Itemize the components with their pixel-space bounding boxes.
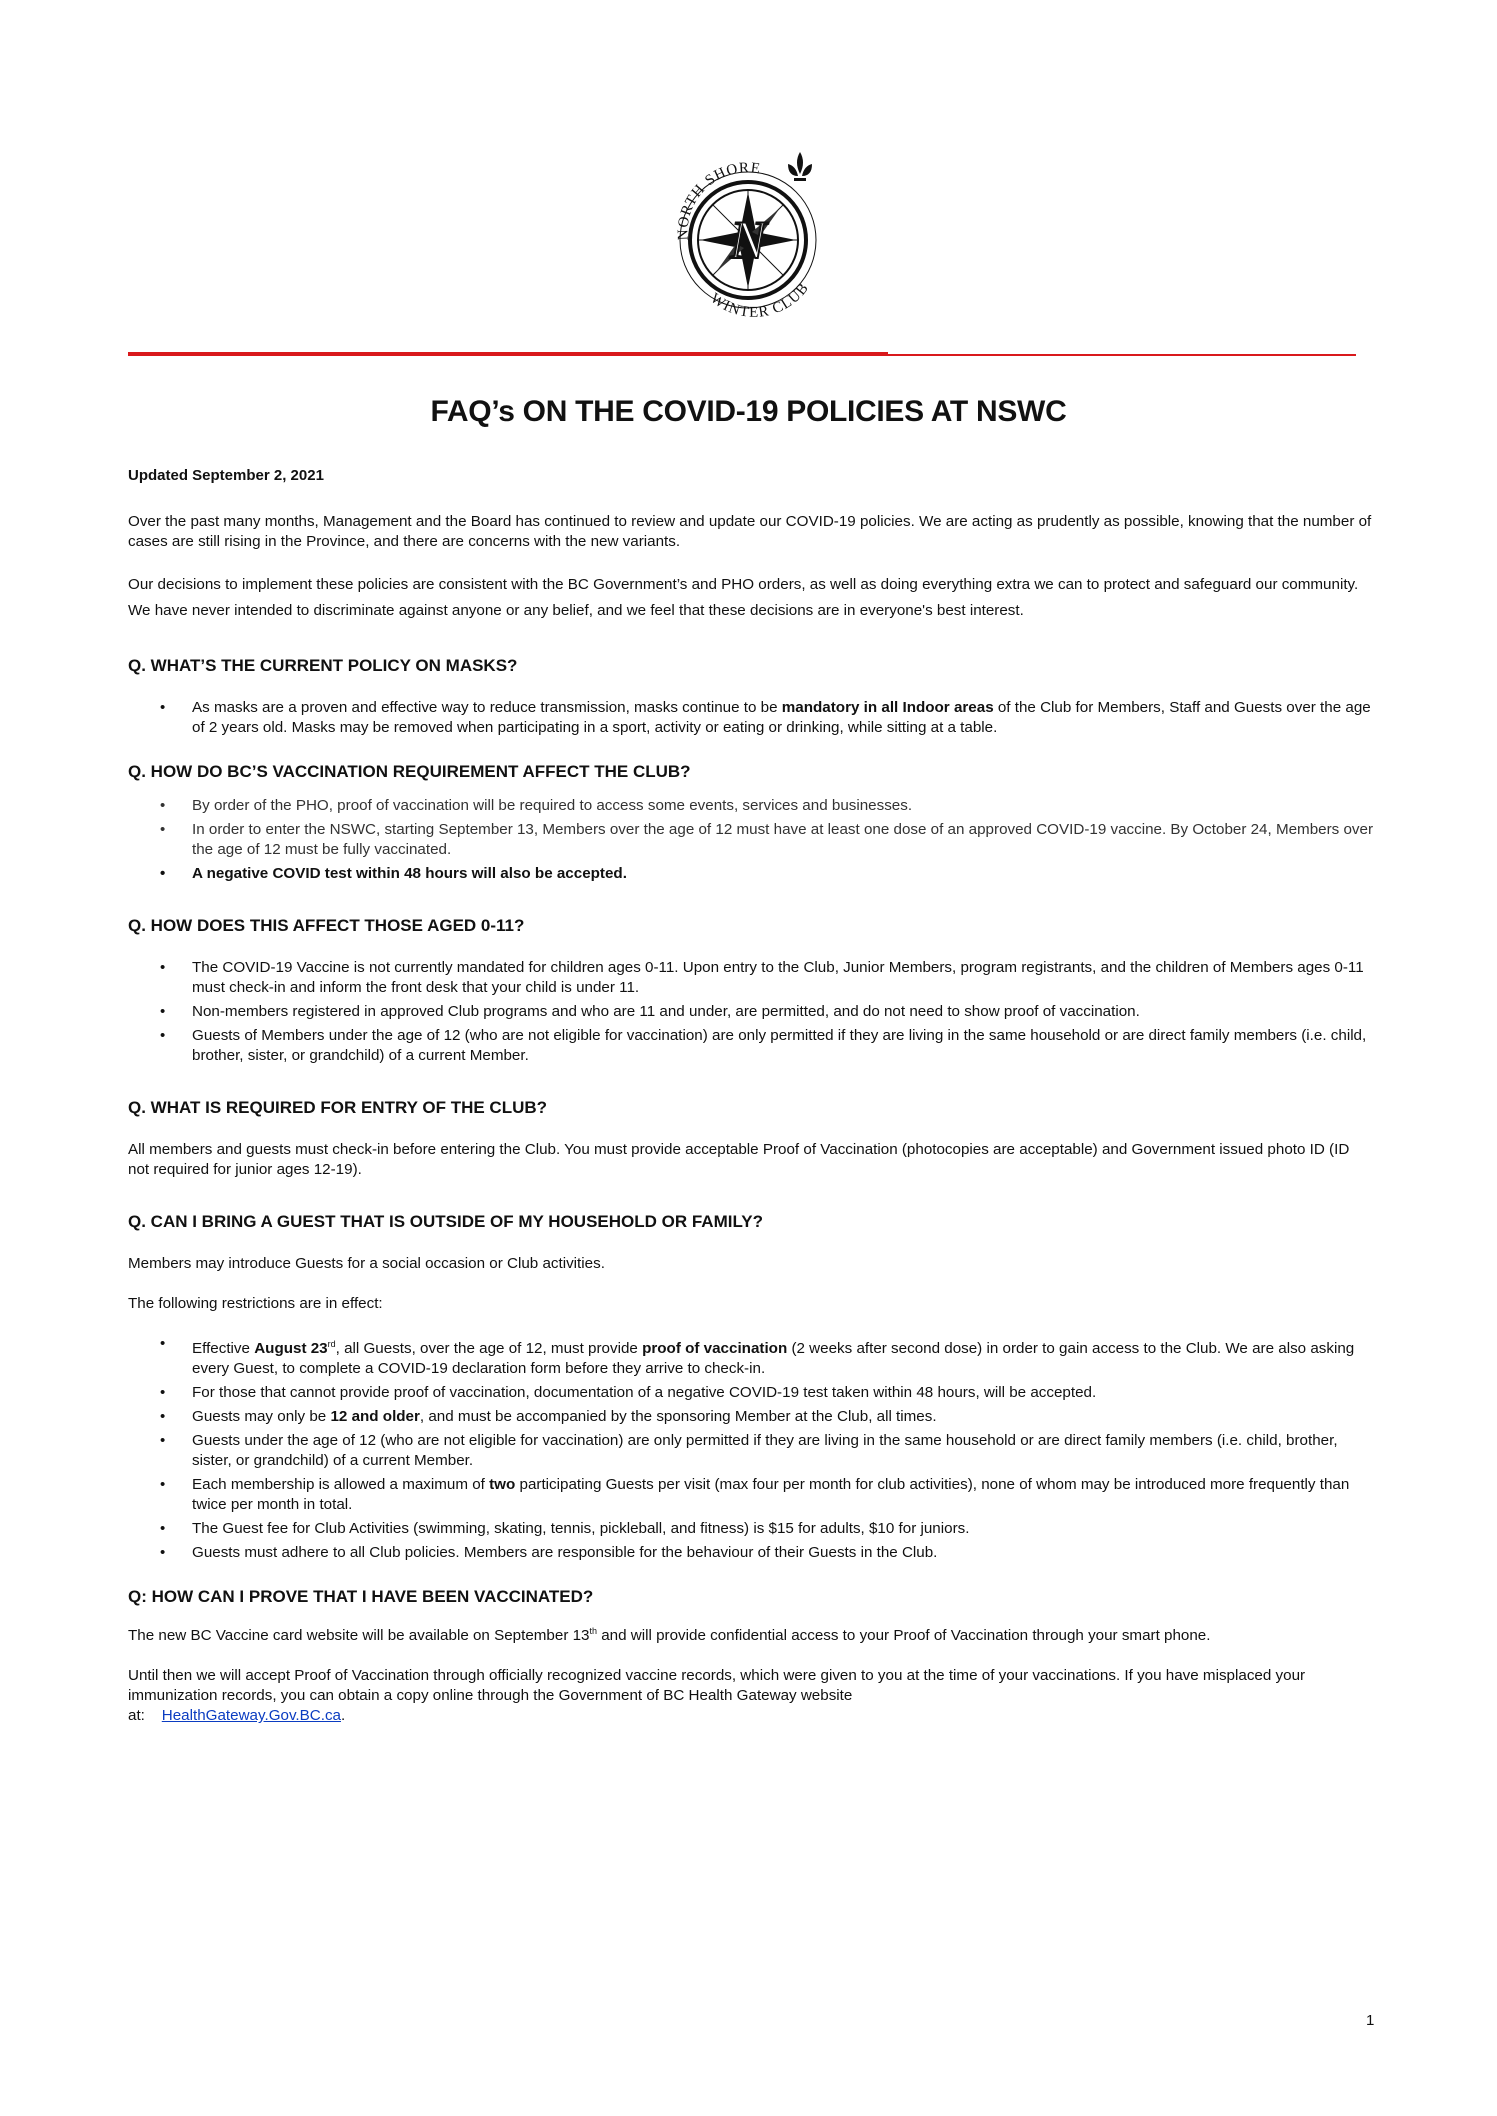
svg-text:N: N <box>729 210 767 270</box>
vaccination-list <box>128 796 1373 884</box>
prove-heading: Q: HOW CAN I PROVE THAT I HAVE BEEN VACCINATED? <box>128 1587 594 1607</box>
svg-text:WINTER CLUB: WINTER CLUB <box>707 279 813 321</box>
entry-paragraph: All members and guests must check-in before entering the Club. You must provide acceptable Proof of Vaccination (photocopies are acceptable) and Government issued photo ID (ID not required for junior ages 12-19). <box>128 1141 1350 1178</box>
list-item: • Effective August 23rd, all Guests, over the age of 12, must provide proof of vaccination (2 weeks after second dose) in order to gain access to the Club. We are also asking every Guest, to complete a COVID-19 declaration form before they arrive to check-in. <box>192 1334 1373 1379</box>
list-item: • The COVID-19 Vaccine is not currently mandated for children ages 0-11. Upon entry to the Club, Junior Members, program registrants, and the children of Members ages 0-11 must check-in and inform the front desk that your child is under 11. <box>192 958 1373 998</box>
guest-list <box>128 1334 1373 1563</box>
intro-paragraph-2: Our decisions to implement these policies are consistent with the BC Government’s and PHO orders, as well as doing everything extra we can to protect and safeguard our community. We have never intended to discriminate against anyone or any belief, and we feel that these decisions are in everyone's best interest. <box>128 576 1359 619</box>
guest-restrictions-label: The following restrictions are in effect: <box>128 1295 383 1312</box>
list-item: • As masks are a proven and effective way to reduce transmission, masks continue to be mandatory in all Indoor areas of the Club for Members, Staff and Guests over the age of 2 years old. Masks may be removed when participating in a sport, activity or eating or drinking, while sitting at a table. <box>192 698 1373 738</box>
list-item: • A negative COVID test within 48 hours will also be accepted. <box>192 864 1373 884</box>
list-item: • In order to enter the NSWC, starting September 13, Members over the age of 12 must have at least one dose of an approved COVID-19 vaccine. By October 24, Members over the age of 12 must be fully vaccinated. <box>192 820 1373 860</box>
svg-text:NORTH SHORE: NORTH SHORE <box>675 160 762 241</box>
list-item: • Guests of Members under the age of 12 (who are not eligible for vaccination) are only permitted if they are living in the same household or are direct family members (i.e. child, brother, sister, or grandchild) of a current Member. <box>192 1026 1373 1066</box>
list-item: • Non-members registered in approved Club programs and who are 11 and under, are permitted, and do not need to show proof of vaccination. <box>192 1002 1373 1022</box>
list-item: • The Guest fee for Club Activities (swimming, skating, tennis, pickleball, and fitness) is $15 for adults, $10 for juniors. <box>192 1519 1373 1539</box>
guest-heading: Q. CAN I BRING A GUEST THAT IS OUTSIDE OF MY HOUSEHOLD OR FAMILY? <box>128 1212 764 1231</box>
list-item: • Each membership is allowed a maximum of two participating Guests per visit (max four per month for club activities), none of whom may be introduced more frequently than twice per month in total. <box>192 1475 1373 1515</box>
header-divider-accent <box>128 352 888 355</box>
intro-paragraph-1: Over the past many months, Management and the Board has continued to review and update our COVID-19 policies. We are acting as prudently as possible, knowing that the number of cases are still rising in the Province, and there are concerns with the new variants. <box>128 513 1372 550</box>
list-item: • Guests must adhere to all Club policies. Members are responsible for the behaviour of their Guests in the Club. <box>192 1543 1373 1563</box>
health-gateway-link[interactable]: HealthGateway.Gov.BC.ca <box>161 1707 341 1725</box>
prove-paragraph-2: Until then we will accept Proof of Vaccination through officially recognized vaccine records, which were given to you at the time of your vaccinations. If you have misplaced your immunization records, you can obtain a copy online through the Government of BC Health Gateway website at: HealthGateway.Gov.BC.ca. <box>128 1667 1306 1725</box>
list-item: • For those that cannot provide proof of vaccination, documentation of a negative COVID-19 test taken within 48 hours, will be accepted. <box>192 1383 1373 1403</box>
page-number: 1 <box>1366 2012 1375 2029</box>
list-item: • By order of the PHO, proof of vaccination will be required to access some events, services and businesses. <box>192 796 1373 816</box>
entry-heading: Q. WHAT IS REQUIRED FOR ENTRY OF THE CLUB? <box>128 1098 548 1117</box>
page-title: FAQ’s ON THE COVID-19 POLICIES AT NSWC <box>430 395 1067 428</box>
guest-intro: Members may introduce Guests for a social occasion or Club activities. <box>128 1255 605 1272</box>
compass-logo-icon <box>660 140 840 330</box>
club-logo <box>660 140 840 330</box>
masks-heading: Q. WHAT’S THE CURRENT POLICY ON MASKS? <box>128 656 518 675</box>
vaccination-heading: Q. HOW DO BC’S VACCINATION REQUIREMENT AFFECT THE CLUB? <box>128 762 691 781</box>
list-item: • Guests may only be 12 and older, and must be accompanied by the sponsoring Member at the Club, all times. <box>192 1407 1373 1427</box>
document-body <box>128 466 1373 1746</box>
aged-heading: Q. HOW DOES THIS AFFECT THOSE AGED 0-11? <box>128 916 525 935</box>
prove-paragraph-1: The new BC Vaccine card website will be available on September 13th and will provide confidential access to your Proof of Vaccination through your smart phone. <box>128 1626 1211 1645</box>
aged-list <box>128 958 1373 1066</box>
updated-date: Updated September 2, 2021 <box>128 467 324 484</box>
list-item: • Guests under the age of 12 (who are not eligible for vaccination) are only permitted if they are living in the same household or are direct family members (i.e. child, brother, sister, or grandchild) of a current Member. <box>192 1431 1373 1471</box>
masks-list <box>128 698 1373 738</box>
